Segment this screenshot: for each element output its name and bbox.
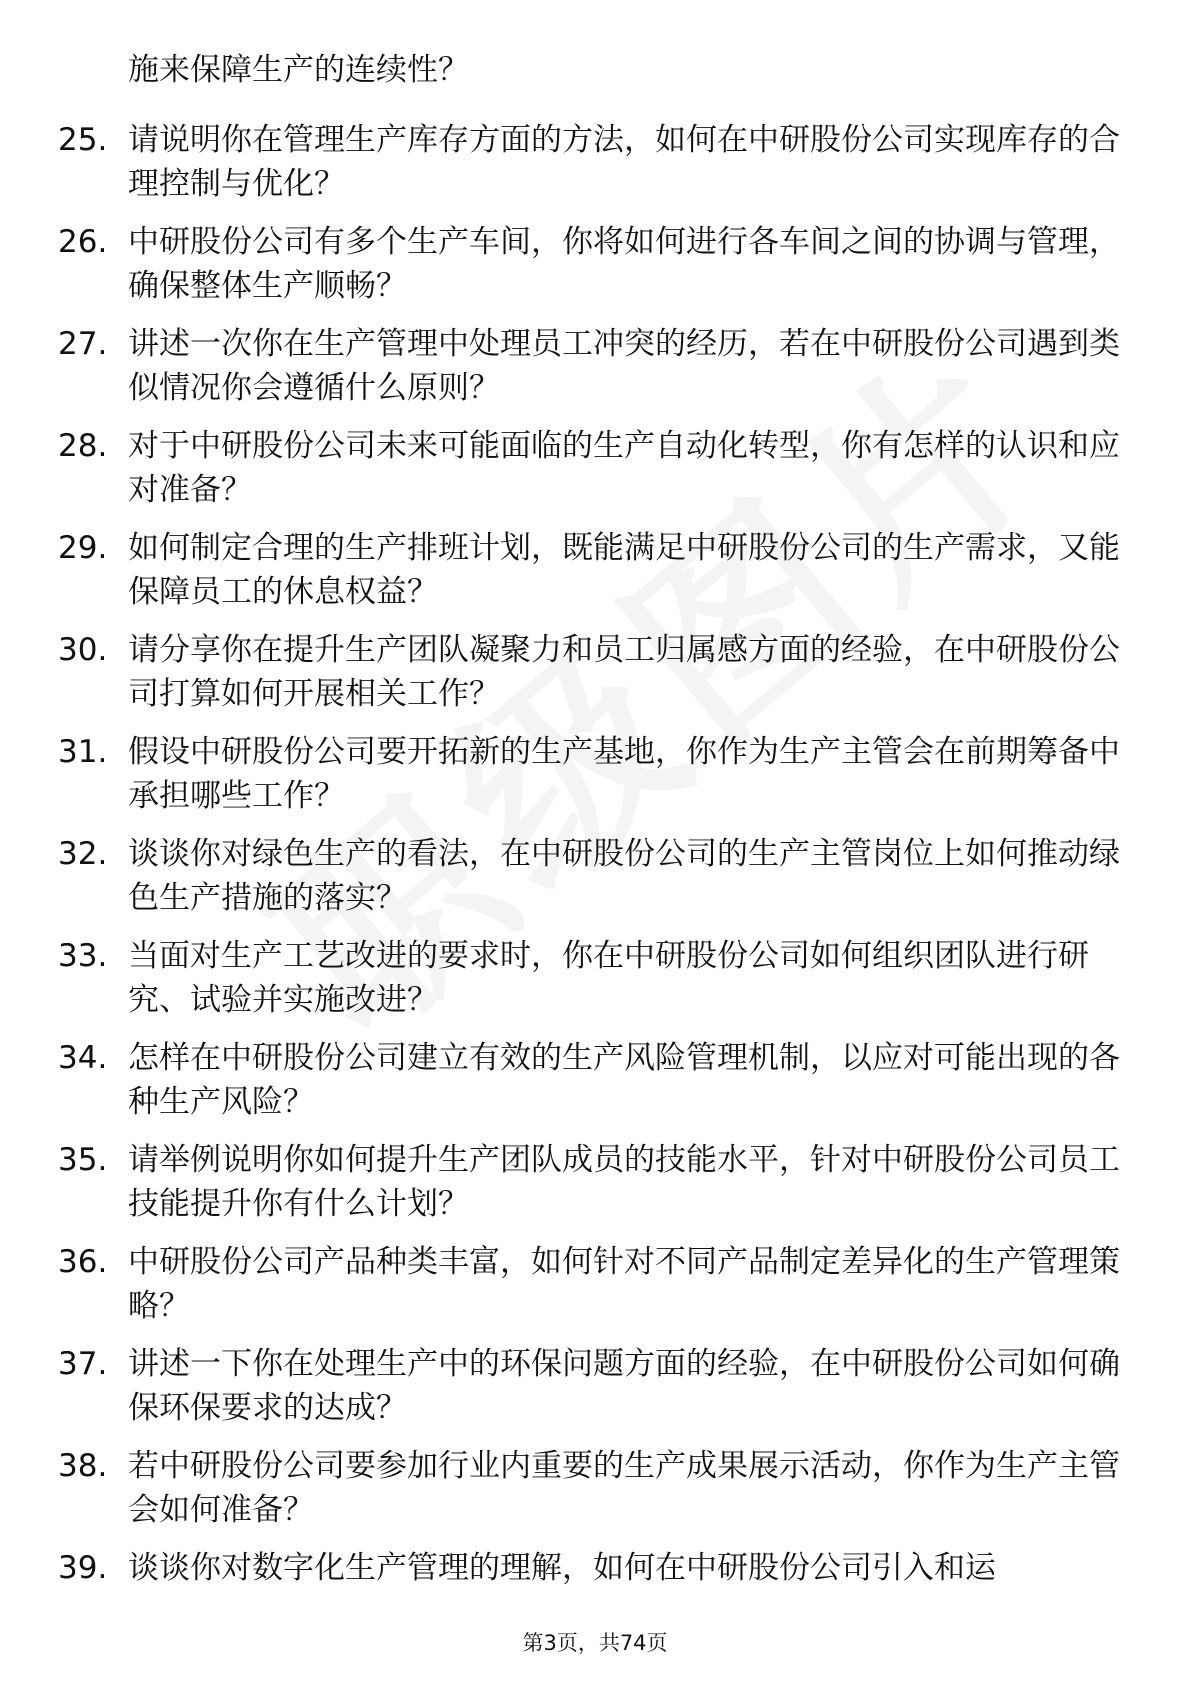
question-number: 39.	[58, 1550, 108, 1586]
question-number: 27.	[58, 326, 108, 362]
question-item	[0, 322, 1190, 424]
page-footer: 第3页，共74页	[522, 1631, 668, 1655]
question-number: 32.	[58, 836, 108, 872]
question-number: 29.	[58, 530, 108, 566]
question-item	[0, 1342, 1190, 1444]
question-text: 请分享你在提升生产团队凝聚力和员工归属感方面的经验，在中研股份公司打算如何开展相关工作？	[128, 632, 1120, 712]
question-item	[0, 1138, 1190, 1240]
question-number: 26.	[58, 224, 108, 260]
question-item	[0, 628, 1190, 730]
question-item	[0, 1240, 1190, 1342]
question-text: 讲述一次你在生产管理中处理员工冲突的经历，若在中研股份公司遇到类似情况你会遵循什么原则？	[128, 326, 1120, 406]
question-number: 34.	[58, 1040, 108, 1076]
question-text: 中研股份公司产品种类丰富，如何针对不同产品制定差异化的生产管理策略？	[128, 1244, 1120, 1324]
question-number: 33.	[58, 938, 108, 974]
question-text: 怎样在中研股份公司建立有效的生产风险管理机制，以应对可能出现的各种生产风险？	[128, 1040, 1120, 1120]
question-text: 当面对生产工艺改进的要求时，你在中研股份公司如何组织团队进行研究、试验并实施改进？	[128, 938, 1089, 1018]
question-number: 30.	[58, 632, 108, 668]
question-number: 28.	[58, 428, 108, 464]
question-text: 对于中研股份公司未来可能面临的生产自动化转型，你有怎样的认识和应对准备？	[128, 428, 1120, 508]
question-number: 37.	[58, 1346, 108, 1382]
continuation-text: 施来保障生产的连续性？	[128, 52, 469, 88]
question-item	[0, 934, 1190, 1036]
question-number: 36.	[58, 1244, 108, 1280]
question-text: 请举例说明你如何提升生产团队成员的技能水平，针对中研股份公司员工技能提升你有什么计划？	[128, 1142, 1120, 1222]
question-item	[0, 220, 1190, 322]
question-list	[0, 118, 1190, 1648]
question-text: 谈谈你对绿色生产的看法，在中研股份公司的生产主管岗位上如何推动绿色生产措施的落实？	[128, 836, 1120, 916]
question-number: 31.	[58, 734, 108, 770]
question-number: 38.	[58, 1448, 108, 1484]
question-item	[0, 730, 1190, 832]
question-text: 假设中研股份公司要开拓新的生产基地，你作为生产主管会在前期筹备中承担哪些工作？	[128, 734, 1120, 814]
question-text: 如何制定合理的生产排班计划，既能满足中研股份公司的生产需求，又能保障员工的休息权益？	[128, 530, 1120, 610]
question-number: 25.	[58, 122, 108, 158]
question-item	[0, 526, 1190, 628]
question-item	[0, 1444, 1190, 1546]
question-text: 讲述一下你在处理生产中的环保问题方面的经验，在中研股份公司如何确保环保要求的达成？	[128, 1346, 1120, 1426]
question-text: 若中研股份公司要参加行业内重要的生产成果展示活动，你作为生产主管会如何准备？	[128, 1448, 1120, 1528]
question-item	[0, 832, 1190, 934]
question-item	[0, 1036, 1190, 1138]
question-text: 请说明你在管理生产库存方面的方法，如何在中研股份公司实现库存的合理控制与优化？	[128, 122, 1120, 202]
question-number: 35.	[58, 1142, 108, 1178]
question-item	[0, 118, 1190, 220]
question-item	[0, 424, 1190, 526]
question-text: 中研股份公司有多个生产车间，你将如何进行各车间之间的协调与管理，确保整体生产顺畅？	[128, 224, 1120, 304]
question-text: 谈谈你对数字化生产管理的理解，如何在中研股份公司引入和运	[128, 1550, 996, 1586]
